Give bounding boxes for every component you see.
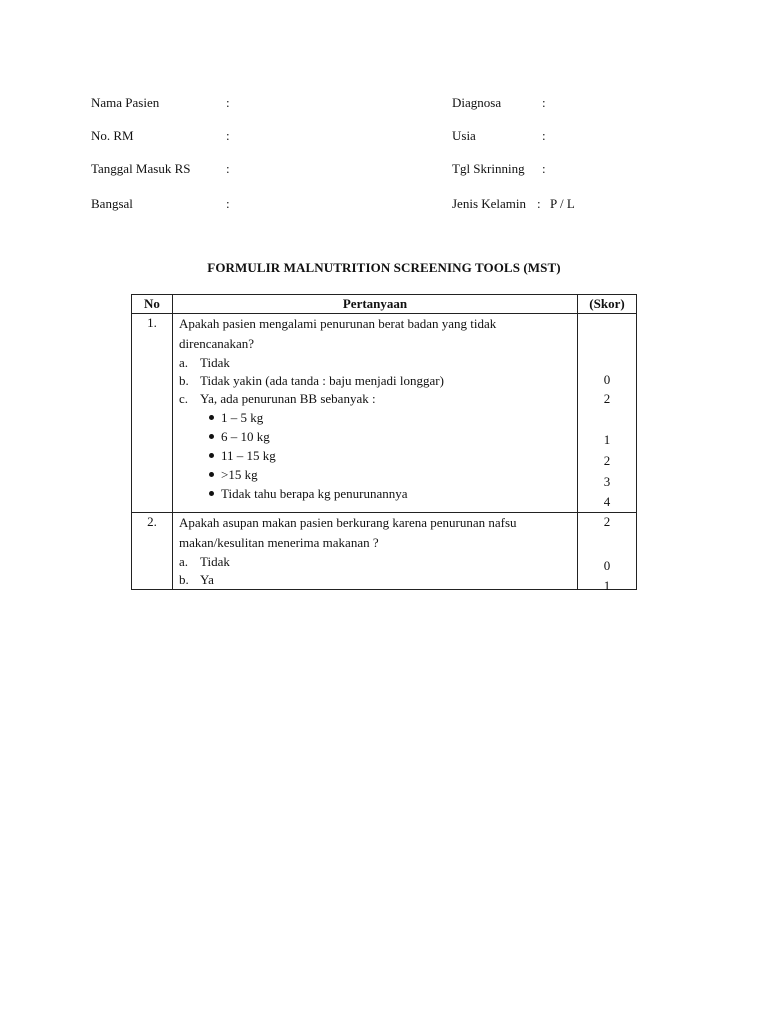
sub-option-text: Tidak tahu berapa kg penurunannya xyxy=(221,486,408,501)
field-bangsal xyxy=(91,195,291,213)
row-1-sub-option-2 xyxy=(173,427,577,446)
header-no: No xyxy=(132,295,173,314)
jenis-kelamin-label: Jenis Kelamin xyxy=(452,196,527,211)
row-2-question-cell xyxy=(173,513,578,590)
form-title: FORMULIR MALNUTRITION SCREENING TOOLS (MST) xyxy=(207,260,561,275)
header-pertanyaan: Pertanyaan xyxy=(173,295,578,314)
row-2-score-cell xyxy=(578,513,637,593)
score-value: 3 xyxy=(603,474,611,489)
field-tanggal-masuk xyxy=(91,160,291,178)
tanggal-masuk-label: Tanggal Masuk RS xyxy=(91,161,191,176)
row-2-option-b xyxy=(173,571,577,589)
bullet-icon xyxy=(209,415,214,420)
table-row xyxy=(132,314,637,513)
row-1-sub-option-3 xyxy=(173,446,577,465)
row-1-option-b xyxy=(173,372,577,390)
bullet-icon xyxy=(209,472,214,477)
bangsal-colon: : xyxy=(226,196,230,211)
diagnosa-label: Diagnosa xyxy=(452,95,502,110)
tanggal-masuk-colon: : xyxy=(226,161,230,176)
row-2-question: Apakah asupan makan pasien berkurang karena penurunan nafsu makan/kesulitan menerima makanan ? xyxy=(179,515,517,550)
option-letter: c. xyxy=(179,391,189,406)
field-jenis-kelamin xyxy=(452,195,652,213)
field-nama-pasien xyxy=(91,94,291,112)
row-1-option-a xyxy=(173,354,577,372)
field-diagnosa xyxy=(452,94,652,112)
nama-pasien-label: Nama Pasien xyxy=(91,95,160,110)
field-tgl-skrinning xyxy=(452,160,652,178)
row-1-sub-option-1 xyxy=(173,408,577,427)
bullet-icon xyxy=(209,491,214,496)
row-2-option-a xyxy=(173,553,577,571)
row-1-question-cell xyxy=(173,314,578,513)
sub-option-text: >15 kg xyxy=(221,467,258,482)
row-1-option-c xyxy=(173,390,577,408)
jenis-kelamin-colon: : xyxy=(537,196,541,211)
no-rm-colon: : xyxy=(226,128,230,143)
score-value: 2 xyxy=(603,514,611,529)
sub-option-text: 1 – 5 kg xyxy=(221,410,264,425)
row-1-score-cell xyxy=(578,314,637,529)
mst-table xyxy=(131,294,637,593)
score-value: 1 xyxy=(603,578,611,593)
bullet-icon xyxy=(209,453,214,458)
no-rm-label: No. RM xyxy=(91,128,134,143)
bullet-icon xyxy=(209,434,214,439)
sub-option-text: 11 – 15 kg xyxy=(221,448,276,463)
score-value: 1 xyxy=(603,432,611,447)
option-text: Tidak xyxy=(200,355,230,370)
row-1-question: Apakah pasien mengalami penurunan berat badan yang tidak direncanakan? xyxy=(179,316,497,351)
option-text: Ya xyxy=(200,572,214,587)
score-value: 2 xyxy=(603,391,611,406)
table-header-row xyxy=(132,295,637,314)
tgl-skrinning-label: Tgl Skrinning xyxy=(452,161,525,176)
nama-pasien-colon: : xyxy=(226,95,230,110)
field-no-rm xyxy=(91,127,291,145)
score-value: 4 xyxy=(603,494,611,509)
tgl-skrinning-colon: : xyxy=(542,161,546,176)
row-1-sub-option-4 xyxy=(173,465,577,484)
option-text: Ya, ada penurunan BB sebanyak : xyxy=(200,391,376,406)
option-letter: a. xyxy=(179,355,189,370)
usia-colon: : xyxy=(542,128,546,143)
row-1-sub-option-5 xyxy=(173,484,577,503)
option-text: Tidak yakin (ada tanda : baju menjadi longgar) xyxy=(200,373,444,388)
score-value: 0 xyxy=(603,558,611,573)
table-row xyxy=(132,513,637,590)
option-letter: b. xyxy=(179,572,189,587)
option-letter: b. xyxy=(179,373,189,388)
diagnosa-colon: : xyxy=(542,95,546,110)
row-2-number: 2. xyxy=(132,513,173,590)
row-1-number: 1. xyxy=(132,314,173,513)
option-letter: a. xyxy=(179,554,189,569)
jenis-kelamin-value: P / L xyxy=(550,196,575,211)
score-value: 2 xyxy=(603,453,611,468)
field-usia xyxy=(452,127,652,145)
usia-label: Usia xyxy=(452,128,476,143)
bangsal-label: Bangsal xyxy=(91,196,133,211)
score-value: 0 xyxy=(603,372,611,387)
header-skor: (Skor) xyxy=(578,295,637,314)
sub-option-text: 6 – 10 kg xyxy=(221,429,270,444)
option-text: Tidak xyxy=(200,554,230,569)
